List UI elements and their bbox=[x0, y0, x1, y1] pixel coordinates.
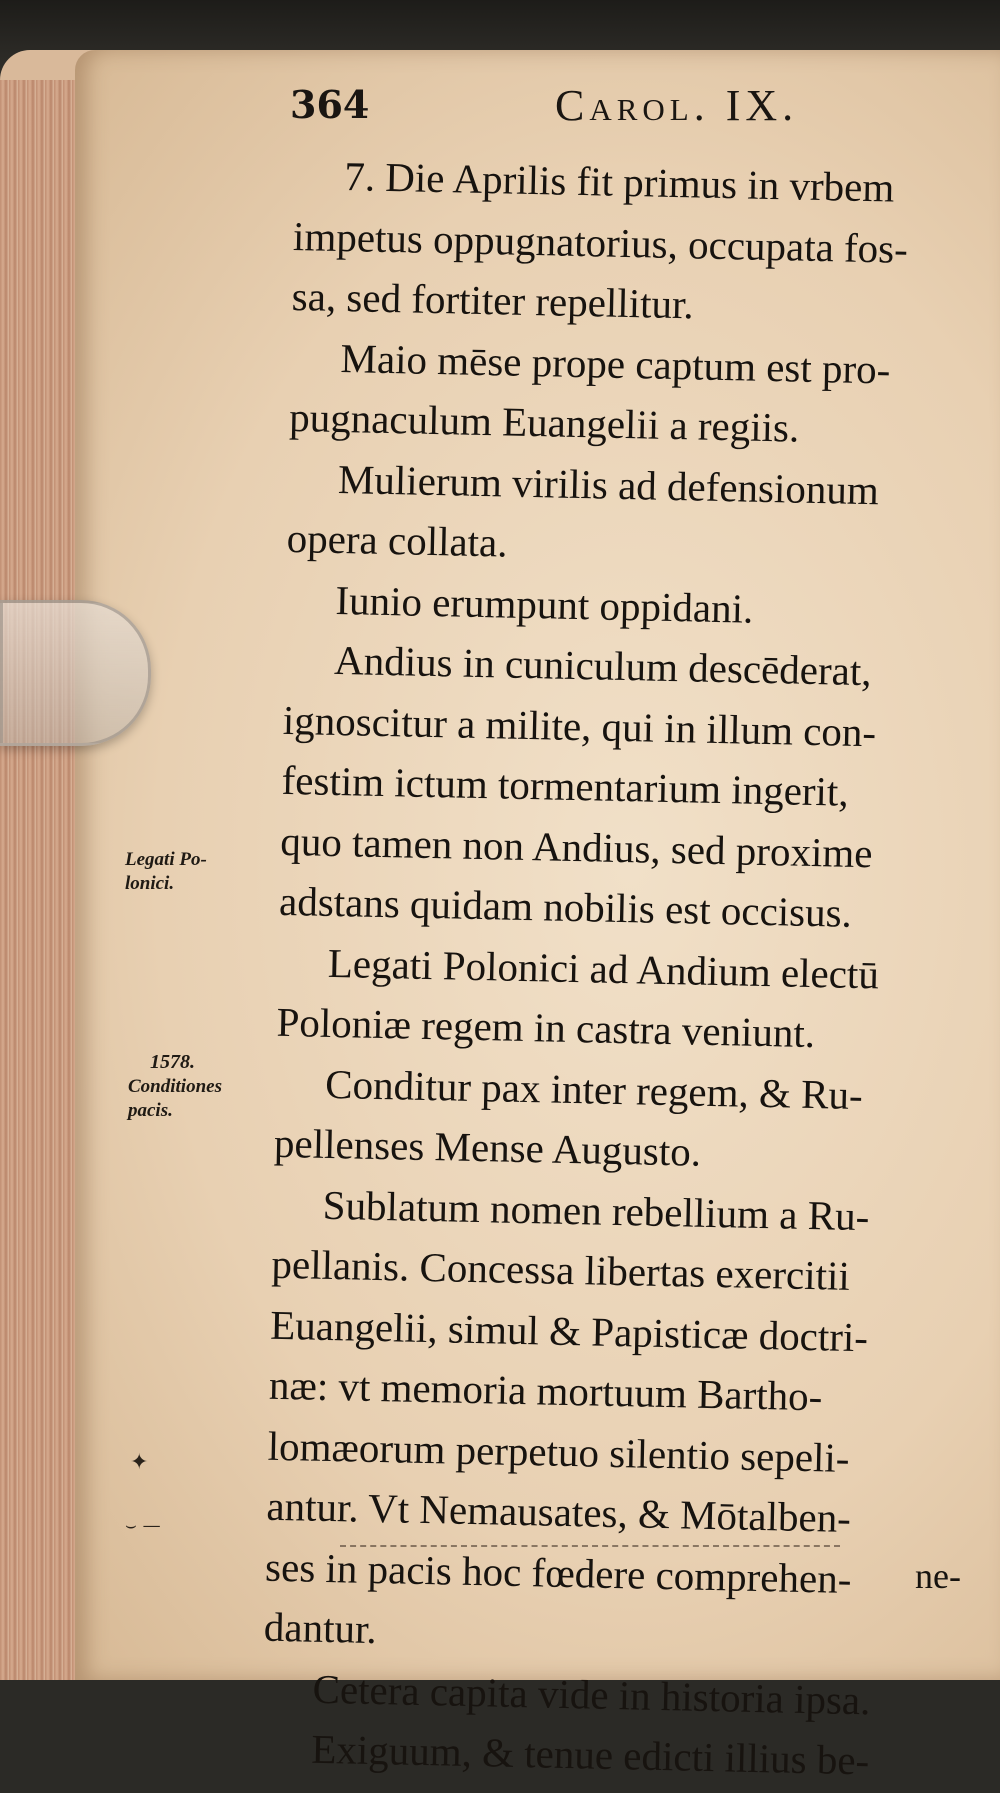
text-line: 7. Die Aprilis fit primus in vrbem bbox=[343, 153, 895, 211]
page-number: 364 bbox=[290, 82, 370, 127]
body-text bbox=[263, 145, 990, 1784]
text-line: quo tamen non Andius, sed proxime bbox=[279, 817, 873, 876]
text-line: Mulierum virilis ad defensionum bbox=[337, 455, 880, 513]
fleuron-mark: ✦ bbox=[130, 1450, 149, 1475]
text-line: Iunio erumpunt oppidani. bbox=[335, 576, 754, 632]
text-line: adstans quidam nobilis est occisus. bbox=[278, 877, 853, 936]
text-line: pugnaculum Euangelii a regiis. bbox=[288, 393, 800, 451]
text-line: Cetera capita vide in historia ipsa. bbox=[312, 1665, 871, 1723]
text-line: Maio mēse prope captum est pro- bbox=[340, 334, 891, 393]
text-line: ignoscitur a milite, qui in illum con- bbox=[282, 696, 877, 755]
text-line: sa, sed fortiter repellitur. bbox=[291, 272, 695, 328]
text-line: næ: vt memoria mortuum Bartho- bbox=[268, 1361, 823, 1420]
text-line: antur. Vt Nemausates, & Mōtalben- bbox=[266, 1482, 852, 1541]
marginal-note-line: Conditiones bbox=[128, 1076, 222, 1097]
text-line: Legati Polonici ad Andium electū bbox=[327, 939, 880, 997]
text-line: Poloniæ regem in castra veniunt. bbox=[276, 998, 816, 1057]
text-line: pellanis. Concessa libertas exercitii bbox=[271, 1240, 851, 1299]
marginal-note-line: pacis. bbox=[128, 1100, 173, 1121]
text-line: ses in pacis hoc fœdere comprehen- bbox=[264, 1543, 852, 1602]
marginal-note-line: Legati Po- bbox=[125, 849, 207, 870]
text-line: Exiguum, & tenue edicti illius be- bbox=[310, 1725, 870, 1784]
text-line: lomæorum perpetuo silentio sepeli- bbox=[267, 1422, 850, 1481]
text-line: opera collata. bbox=[286, 514, 509, 566]
page-clip bbox=[0, 600, 151, 746]
text-line: pellenses Mense Augusto. bbox=[273, 1119, 702, 1175]
manuscript-mark: ⌣ — bbox=[125, 1515, 161, 1536]
hand-underline bbox=[340, 1545, 840, 1547]
text-line: Conditur pax inter regem, & Ru- bbox=[324, 1060, 864, 1118]
text-line: Sublatum nomen rebellium a Ru- bbox=[322, 1181, 870, 1239]
text-line: impetus oppugnatorius, occupata fos- bbox=[292, 212, 909, 272]
marginal-note-year: 1578. bbox=[150, 1051, 195, 1073]
running-title: Carol. IX. bbox=[555, 81, 799, 130]
text-line: Andius in cuniculum descēderat, bbox=[333, 636, 872, 695]
catchword: ne- bbox=[915, 1556, 961, 1596]
marginal-note-legati bbox=[125, 848, 207, 896]
text-line: festim ictum tormentarium ingerit, bbox=[281, 756, 850, 815]
marginal-note-line: lonici. bbox=[125, 873, 175, 894]
marginal-note-conditiones bbox=[128, 1075, 222, 1123]
page-edges bbox=[0, 80, 87, 1680]
text-line: Euangelii, simul & Papisticæ doctri- bbox=[269, 1301, 869, 1360]
text-line: dantur. bbox=[263, 1603, 378, 1653]
page-header bbox=[290, 80, 910, 140]
